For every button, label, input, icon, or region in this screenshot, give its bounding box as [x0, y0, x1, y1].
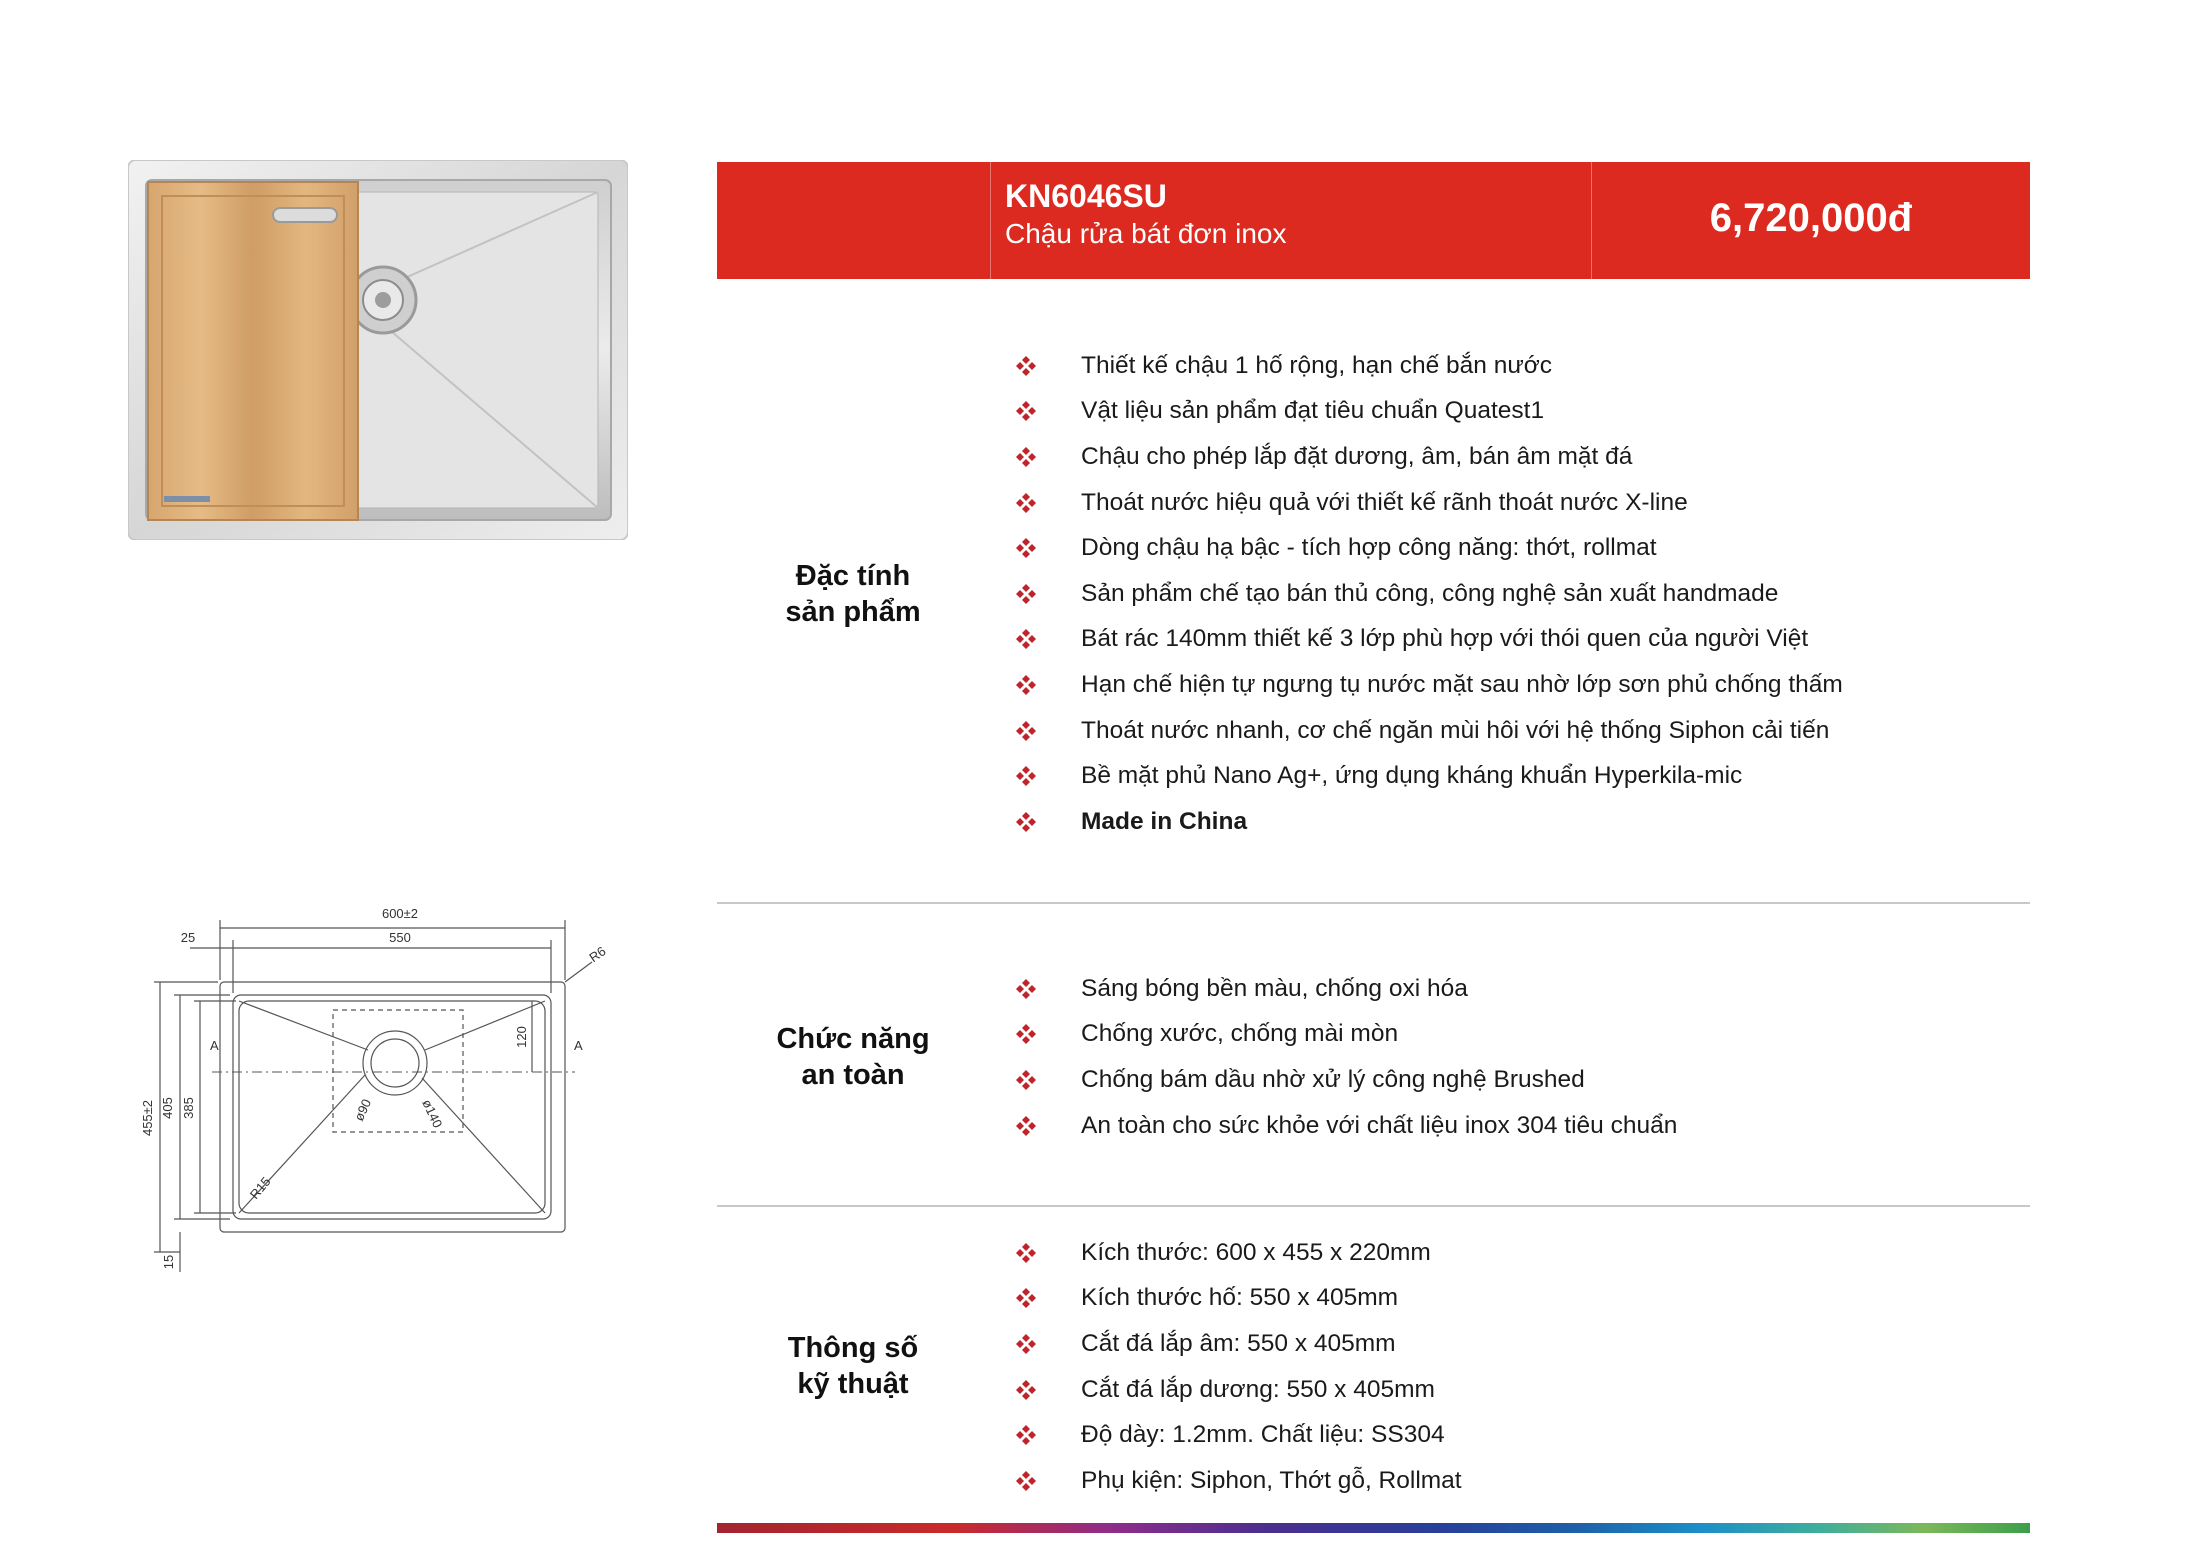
list-item — [1016, 1230, 1462, 1276]
dim-total-depth-label: 455±2 — [140, 1099, 155, 1137]
list-item-text: Độ dày: 1.2mm. Chất liệu: SS304 — [1081, 1421, 1445, 1449]
list-item — [1016, 662, 1843, 708]
dim-drain-d1-label: ø90 — [351, 1096, 375, 1124]
list-item-text: Thoát nước nhanh, cơ chế ngăn mùi hôi với hệ thống Siphon cải tiến — [1081, 716, 1830, 744]
list-item-text: Kích thước hố: 550 x 405mm — [1081, 1284, 1399, 1312]
product-price: 6,720,000đ — [1709, 196, 1913, 240]
diamond-cluster-icon — [1016, 1380, 1081, 1400]
list-item-text: Sáng bóng bền màu, chống oxi hóa — [1081, 974, 1468, 1002]
dim-bowl-width-label: 550 — [389, 930, 411, 945]
list-item — [1016, 1412, 1462, 1458]
diamond-cluster-icon — [1016, 629, 1081, 649]
features-list — [1016, 343, 1843, 845]
product-header — [717, 162, 2030, 279]
diamond-cluster-icon — [1016, 447, 1081, 467]
dim-bottom-label: 15 — [161, 1254, 176, 1270]
diamond-cluster-icon — [1016, 493, 1081, 513]
product-photo — [128, 160, 628, 540]
list-item — [1016, 1012, 1677, 1058]
diamond-cluster-icon — [1016, 1116, 1081, 1136]
dim-total-width-label: 600±2 — [381, 906, 419, 921]
list-item — [1016, 617, 1843, 663]
diamond-cluster-icon — [1016, 1471, 1081, 1491]
list-item — [1016, 480, 1843, 526]
diamond-cluster-icon — [1016, 675, 1081, 695]
product-subtitle: Chậu rửa bát đơn inox — [1005, 218, 1287, 249]
list-item — [1016, 708, 1843, 754]
diamond-cluster-icon — [1016, 812, 1081, 832]
list-item — [1016, 571, 1843, 617]
dim-drain-offset-label: 120 — [514, 1026, 529, 1048]
diamond-cluster-icon — [1016, 1334, 1081, 1354]
diamond-cluster-icon — [1016, 401, 1081, 421]
list-item-text: Chống xước, chống mài mòn — [1081, 1020, 1399, 1048]
list-item — [1016, 389, 1843, 435]
diamond-cluster-icon — [1016, 584, 1081, 604]
section-title-line: Chức năng — [776, 1023, 930, 1055]
list-item-text: Bát rác 140mm thiết kế 3 lớp phù hợp với thói quen của người Việt — [1081, 625, 1809, 653]
list-item-text: An toàn cho sức khỏe với chất liệu inox 304 tiêu chuẩn — [1081, 1111, 1678, 1139]
section-divider — [717, 1205, 2030, 1207]
section-title-line: Thông số — [787, 1332, 919, 1364]
list-item-text: Bề mặt phủ Nano Ag+, ứng dụng kháng khuẩn Hyperkila-mic — [1081, 762, 1743, 790]
list-item — [1016, 1458, 1462, 1504]
dim-drain-d2-label: ø140 — [419, 1096, 446, 1131]
list-item — [1016, 1321, 1462, 1367]
dim-corner-radius-label: R6 — [586, 943, 609, 966]
list-item — [1016, 1276, 1462, 1322]
list-item-text: Phụ kiện: Siphon, Thớt gỗ, Rollmat — [1081, 1466, 1462, 1494]
list-item-text: Sản phẩm chế tạo bán thủ công, công nghệ sản xuất handmade — [1081, 579, 1779, 607]
list-item — [1016, 753, 1843, 799]
diamond-cluster-icon — [1016, 979, 1081, 999]
list-item — [1016, 343, 1843, 389]
diamond-cluster-icon — [1016, 766, 1081, 786]
section-marker-left: A — [210, 1038, 219, 1053]
list-item-text: Dòng chậu hạ bậc - tích hợp công năng: thớt, rollmat — [1081, 534, 1657, 562]
section-title-line: an toàn — [801, 1059, 905, 1091]
list-item-text: Cắt đá lắp dương: 550 x 405mm — [1081, 1375, 1435, 1403]
list-item-text: Vật liệu sản phẩm đạt tiêu chuẩn Quatest1 — [1081, 397, 1545, 425]
list-item — [1016, 1367, 1462, 1413]
list-item-text: Thiết kế chậu 1 hố rộng, hạn chế bắn nước — [1081, 351, 1553, 379]
diamond-cluster-icon — [1016, 721, 1081, 741]
list-item-text: Hạn chế hiện tự ngưng tụ nước mặt sau nhờ lớp sơn phủ chống thấm — [1081, 670, 1843, 698]
diamond-cluster-icon — [1016, 356, 1081, 376]
list-item-text: Chống bám dầu nhờ xử lý công nghệ Brushed — [1081, 1065, 1585, 1093]
section-divider — [717, 902, 2030, 904]
diamond-cluster-icon — [1016, 1425, 1081, 1445]
list-item-text: Thoát nước hiệu quả với thiết kế rãnh thoát nước X-line — [1081, 488, 1688, 516]
dim-bowl-depth-inner-label: 385 — [181, 1097, 196, 1119]
brand-color-bar — [717, 1523, 2030, 1533]
list-item-text: Kích thước: 600 x 455 x 220mm — [1081, 1238, 1431, 1266]
list-item — [1016, 525, 1843, 571]
diamond-cluster-icon — [1016, 1288, 1081, 1308]
list-item-text: Cắt đá lắp âm: 550 x 405mm — [1081, 1329, 1396, 1357]
section-title-line: kỹ thuật — [797, 1368, 909, 1400]
list-item — [1016, 966, 1677, 1012]
dim-flange-label: 25 — [180, 930, 196, 945]
list-item-text: Made in China — [1081, 807, 1248, 835]
diamond-cluster-icon — [1016, 1024, 1081, 1044]
section-marker-right: A — [574, 1038, 583, 1053]
technical-drawing — [130, 900, 630, 1275]
dim-inner-radius-label: R15 — [246, 1174, 274, 1202]
diamond-cluster-icon — [1016, 538, 1081, 558]
list-item — [1016, 799, 1843, 845]
section-title-specs — [717, 1330, 989, 1402]
list-item — [1016, 1103, 1677, 1149]
section-title-features — [717, 558, 989, 630]
section-title-line: Đặc tính — [795, 560, 911, 592]
diamond-cluster-icon — [1016, 1243, 1081, 1263]
specs-list — [1016, 1230, 1462, 1504]
dim-bowl-depth-outer-label: 405 — [160, 1097, 175, 1119]
section-title-safety — [717, 1021, 989, 1093]
section-title-line: sản phẩm — [785, 596, 921, 628]
list-item — [1016, 434, 1843, 480]
header-divider — [990, 162, 991, 279]
diamond-cluster-icon — [1016, 1070, 1081, 1090]
list-item — [1016, 1057, 1677, 1103]
list-item-text: Chậu cho phép lắp đặt dương, âm, bán âm mặt đá — [1081, 442, 1633, 470]
safety-list — [1016, 966, 1677, 1148]
product-model: KN6046SU — [1005, 178, 1167, 214]
